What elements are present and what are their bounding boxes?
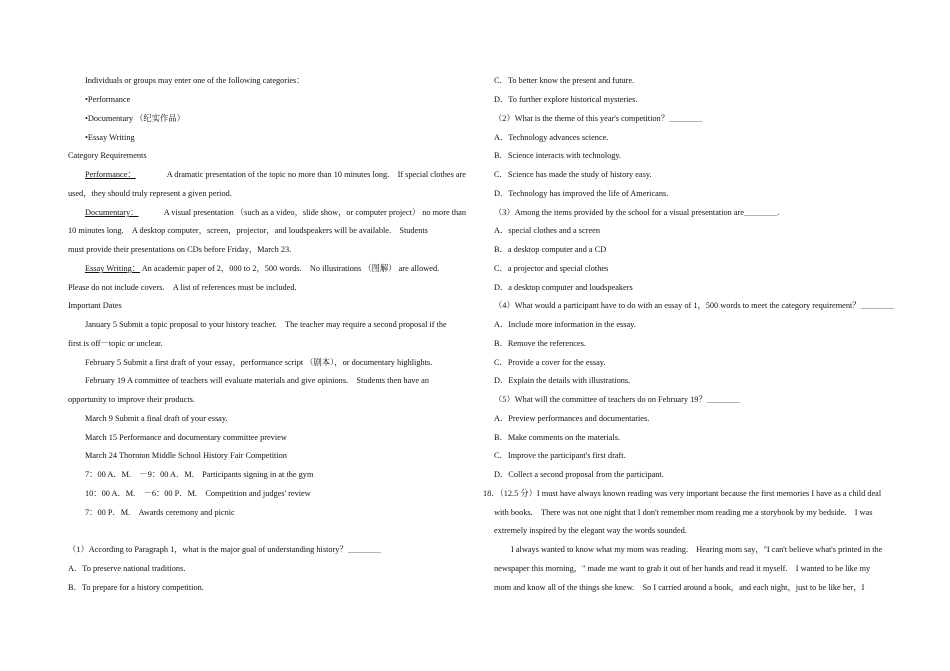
question-4: （4）What would a participant have to do with an essay of 1，500 words to meet the category requirement？＿＿＿＿ [494, 301, 894, 310]
question-4-option-a: A．Include more information in the essay. [494, 320, 636, 329]
performance-text-2: used，they should truly represent a given period. [68, 189, 232, 198]
date-mar24: March 24 Thornton Middle School History Fair Competition [85, 451, 287, 460]
date-jan5-1: January 5 Submit a topic proposal to your history teacher. The teacher may require a second proposal if the [85, 320, 447, 329]
dates-heading: Important Dates [68, 301, 122, 310]
question-3-option-a: A．special clothes and a screen [494, 226, 600, 235]
question-3: （3）Among the items provided by the school for a visual presentation are＿＿＿＿. [494, 208, 780, 217]
question-4-option-c: C．Provide a cover for the essay. [494, 358, 606, 367]
question-5-option-b: B．Make comments on the materials. [494, 433, 621, 442]
documentary-label: Documentary： [85, 208, 139, 217]
passage-18-line-6: mom and know all of the things she knew. So I carried around a book，and each night，just to be like her，I [494, 583, 865, 592]
performance-label: Performance： [85, 170, 136, 179]
question-5-option-c: C．Improve the participant's first draft. [494, 451, 626, 460]
question-5-option-a: A．Preview performances and documentaries. [494, 414, 650, 423]
question-1-option-d: D．To further explore historical mysteries. [494, 95, 638, 104]
documentary-text-2: 10 minutes long. A desktop computer，screen，projector，and loudspeakers will be available. Students [68, 226, 428, 235]
question-1-option-c: C．To better know the present and future. [494, 76, 635, 85]
schedule-2: 10：00 A．M. －6：00 P．M. Competition and judges' review [85, 489, 311, 498]
category-essay: •Essay Writing [85, 133, 135, 142]
requirements-heading: Category Requirements [68, 151, 147, 160]
category-performance: •Performance [85, 95, 131, 104]
documentary-line-1 [85, 207, 466, 219]
question-2-option-c: C．Science has made the study of history easy. [494, 170, 652, 179]
passage-18-line-2: with books. There was not one night that I don't remember mom reading me a storybook by my bedside. I was [494, 508, 873, 517]
question-5-option-d: D．Collect a second proposal from the participant. [494, 470, 664, 479]
question-4-option-b: B．Remove the references. [494, 339, 586, 348]
question-2-option-b: B．Science interacts with technology. [494, 151, 622, 160]
date-jan5-2: first is off－topic or unclear. [68, 339, 163, 348]
categories-intro: Individuals or groups may enter one of the following categories： [85, 76, 305, 85]
question-3-option-b: B．a desktop computer and a CD [494, 245, 607, 254]
date-feb19-2: opportunity to improve their products. [68, 395, 195, 404]
question-3-option-c: C．a projector and special clothes [494, 264, 609, 273]
essay-label: Essay Writing： [85, 264, 141, 273]
essay-text-2: Please do not include covers. A list of references must be included. [68, 283, 297, 292]
question-2-option-a: A．Technology advances science. [494, 133, 609, 142]
question-1: （1）According to Paragraph 1，what is the major goal of understanding history？＿＿＿＿ [68, 545, 381, 554]
schedule-1: 7：00 A．M. －9：00 A．M. Participants signing in at the gym [85, 470, 314, 479]
question-5: （5）What will the committee of teachers do on February 19？＿＿＿＿ [494, 395, 740, 404]
passage-18-line-3: extremely inspired by the elegant way the words sounded. [494, 526, 687, 535]
date-feb19-1: February 19 A committee of teachers will evaluate materials and give opinions. Students then have an [85, 376, 429, 385]
question-3-option-d: D．a desktop computer and loudspeakers [494, 283, 633, 292]
question-2-option-d: D．Technology has improved the life of Americans. [494, 189, 669, 198]
essay-text-1: An academic paper of 2，000 to 2，500 words. No illustrations （图解） are allowed. [141, 264, 440, 273]
performance-line-1 [85, 169, 466, 181]
documentary-text-3: must provide their presentations on CDs before Friday，March 23. [68, 245, 292, 254]
question-1-option-a: A．To preserve national traditions. [68, 564, 186, 573]
category-documentary: •Documentary （纪实作品） [85, 114, 185, 123]
schedule-3: 7：00 P．M. Awards ceremony and picnic [85, 508, 235, 517]
documentary-text-1: A visual presentation （such as a video，slide show，or computer project） no more than [163, 208, 466, 217]
passage-18-line-5: newspaper this morning，" made me want to grab it out of her hands and read it myself. I wanted to be like my [494, 564, 871, 573]
question-4-option-d: D．Explain the details with illustrations. [494, 376, 631, 385]
date-mar9: March 9 Submit a final draft of your essay. [85, 414, 228, 423]
essay-line-1 [85, 263, 439, 275]
passage-18-line-1: 18．（12.5 分）I must have always known reading was very important because the first memories I have as a child deal [483, 489, 882, 498]
passage-18-line-4: I always wanted to know what my mom was reading. Hearing mom say，"I can't believe what's printed in the [511, 545, 883, 554]
question-2: （2）What is the theme of this year's competition？＿＿＿＿ [494, 114, 703, 123]
performance-text-1: A dramatic presentation of the topic no more than 10 minutes long. If special clothes are [166, 170, 466, 179]
date-mar15: March 15 Performance and documentary committee preview [85, 433, 287, 442]
question-1-option-b: B．To prepare for a history competition. [68, 583, 204, 592]
date-feb5: February 5 Submit a first draft of your essay，performance script （剧本），or documentary highlights. [85, 358, 433, 367]
